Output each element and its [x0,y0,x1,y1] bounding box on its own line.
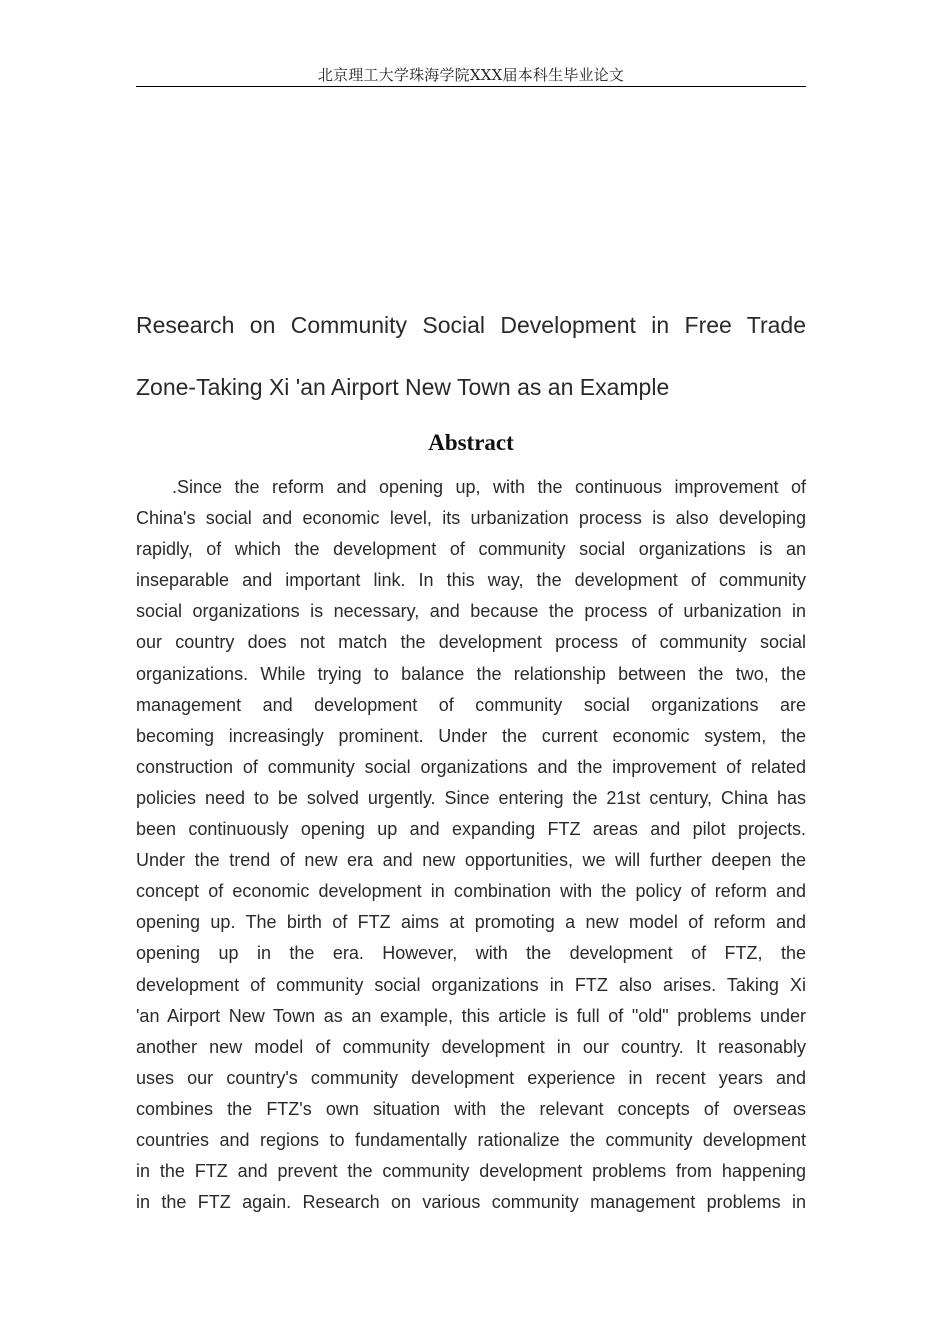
abstract-line: uses our country's community development experience in recent years and [136,1067,806,1088]
abstract-line: organizations. While trying to balance the relationship between the two, the [136,663,806,684]
abstract-line: becoming increasingly prominent. Under the current economic system, the [136,725,806,746]
title-line: Zone-Taking Xi 'an Airport New Town as an Example [136,374,670,400]
abstract-line: combines the FTZ's own situation with the relevant concepts of overseas [136,1098,806,1119]
abstract-line: opening up. The birth of FTZ aims at promoting a new model of reform and [136,912,806,933]
abstract-line: social organizations is necessary, and because the process of urbanization in [136,601,806,622]
abstract-line: been continuously opening up and expanding FTZ areas and pilot projects. [136,819,806,840]
abstract-line: 'an Airport New Town as an example, this article is full of "old" problems under [136,1005,806,1026]
abstract-line: concept of economic development in combination with the policy of reform and [136,881,806,902]
abstract-line: Under the trend of new era and new opportunities, we will further deepen the [136,850,806,871]
abstract-line: in the FTZ again. Research on various community management problems in [136,1192,806,1213]
page-header [136,64,806,87]
abstract-line: in the FTZ and prevent the community development problems from happening [136,1161,806,1182]
abstract-line: another new model of community development in our country. It reasonably [136,1036,806,1057]
abstract-line: .Since the reform and opening up, with the continuous improvement of [172,477,806,497]
abstract-line: opening up in the era. However, with the development of FTZ, the [136,943,806,964]
abstract-line: our country does not match the development process of community social [136,632,806,653]
abstract-line: China's social and economic level, its urbanization process is also developing [136,508,806,529]
abstract-line: management and development of community social organizations are [136,694,806,715]
abstract-heading: Abstract [428,430,514,455]
thesis-title [136,306,806,430]
abstract-line: policies need to be solved urgently. Since entering the 21st century, China has [136,787,806,808]
abstract-line: countries and regions to fundamentally rationalize the community development [136,1129,806,1150]
abstract-line: development of community social organizations in FTZ also arises. Taking Xi [136,974,806,995]
header-text: 北京理工大学珠海学院XXX届本科生毕业论文 [317,66,625,84]
abstract-line: rapidly, of which the development of community social organizations is an [136,539,806,560]
abstract-line: inseparable and important link. In this way, the development of community [136,570,806,591]
title-line: Research on Community Social Development in Free Trade [136,312,806,338]
abstract-body [136,472,806,1218]
abstract-line: construction of community social organizations and the improvement of related [136,756,806,777]
